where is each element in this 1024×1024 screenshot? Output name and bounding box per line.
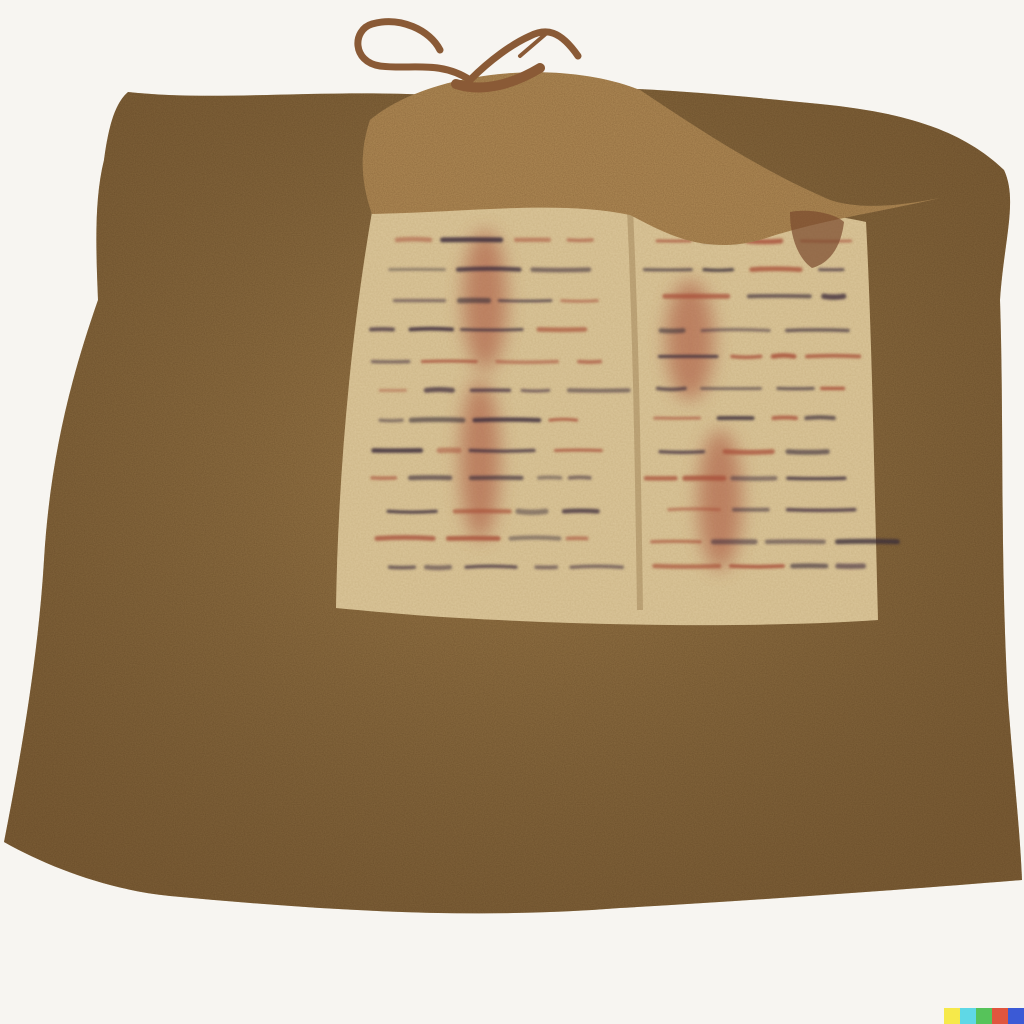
- ink-stroke: [837, 541, 897, 542]
- ink-stroke: [511, 538, 560, 539]
- ink-stroke: [571, 566, 622, 567]
- strip-swatch: [1008, 1008, 1024, 1024]
- ink-stroke: [461, 329, 522, 330]
- strip-swatch: [992, 1008, 1008, 1024]
- ink-stroke: [533, 270, 589, 271]
- ink-stroke: [564, 511, 597, 512]
- ink-stroke: [704, 270, 732, 271]
- ink-stroke: [550, 419, 577, 420]
- ink-stroke: [788, 452, 827, 453]
- ink-stroke: [466, 566, 516, 567]
- ink-stroke: [522, 390, 549, 391]
- ink-stroke: [824, 296, 844, 297]
- ink-stroke: [669, 509, 719, 510]
- ink-stroke: [732, 356, 760, 357]
- strip-swatch: [960, 1008, 976, 1024]
- ink-stroke: [652, 541, 701, 542]
- ink-stroke: [658, 388, 685, 389]
- ink-stroke: [539, 477, 561, 478]
- ink-stroke: [579, 362, 600, 363]
- ink-stroke: [411, 420, 463, 421]
- ink-stroke: [787, 330, 848, 331]
- ink-stroke: [497, 362, 557, 363]
- ink-stroke: [660, 452, 703, 453]
- ink-stroke: [426, 567, 449, 568]
- ink-stroke: [568, 240, 592, 241]
- ink-stroke: [518, 511, 546, 512]
- ink-stroke: [377, 538, 433, 539]
- strip-swatch: [944, 1008, 960, 1024]
- ink-stroke: [458, 269, 519, 270]
- ink-stroke: [807, 356, 859, 357]
- ink-stroke: [388, 511, 436, 512]
- ink-stroke: [411, 329, 453, 330]
- ink-stroke: [806, 417, 833, 418]
- ink-stroke: [562, 301, 598, 302]
- corner-color-strip: [944, 1008, 1024, 1024]
- strip-swatch: [976, 1008, 992, 1024]
- ink-stroke: [773, 355, 794, 356]
- ink-stroke: [380, 420, 402, 421]
- ink-stroke: [570, 477, 590, 478]
- ink-stroke: [470, 450, 534, 451]
- ink-stroke: [788, 510, 855, 511]
- parchment-panel: [336, 194, 878, 625]
- ink-stroke: [426, 389, 452, 390]
- ink-stroke: [774, 417, 796, 418]
- ink-stroke: [654, 566, 719, 567]
- ink-stroke: [725, 452, 772, 453]
- ink-stroke: [475, 420, 540, 421]
- ink-stroke: [752, 269, 800, 270]
- ink-stroke: [702, 330, 769, 331]
- ink-stroke: [397, 239, 430, 240]
- ink-stroke: [731, 566, 783, 567]
